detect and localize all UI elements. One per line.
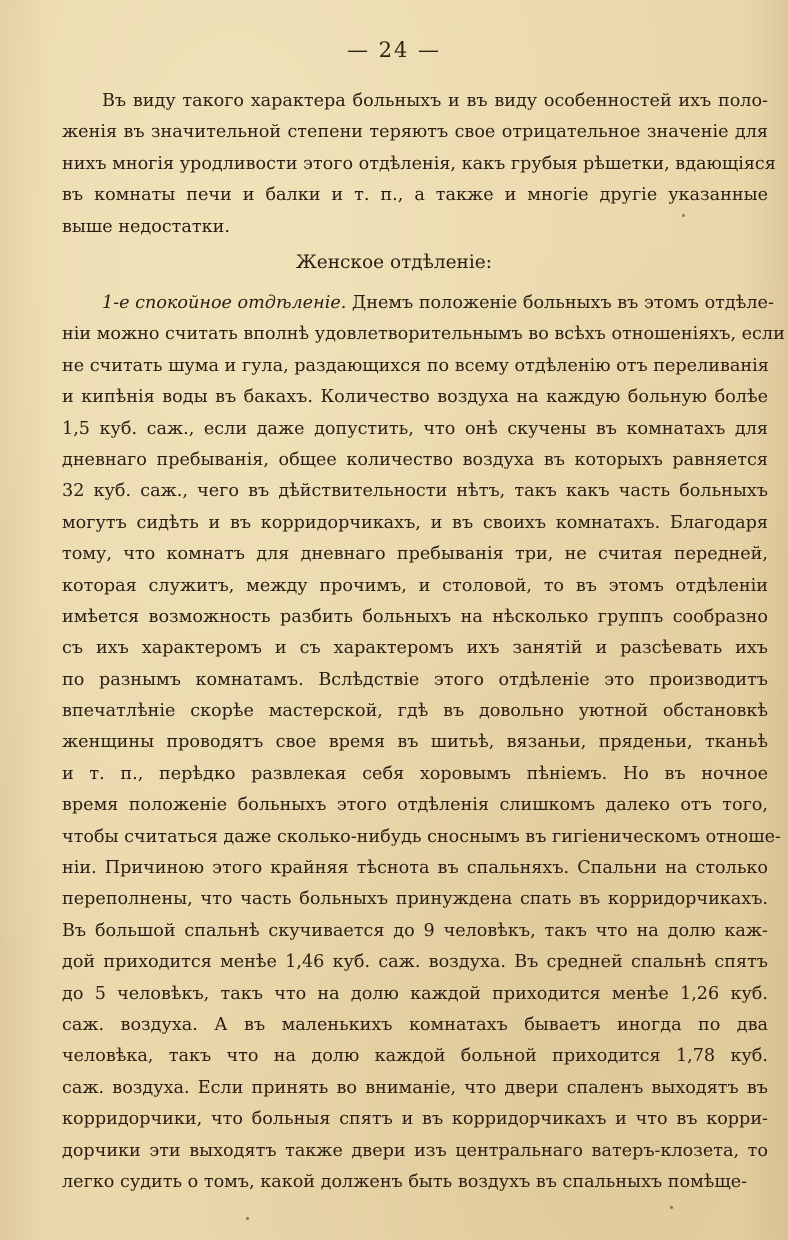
- paragraph-line: саж. воздуха. А въ маленькихъ комнатахъ бываетъ иногда по два: [62, 1014, 768, 1035]
- paragraph-line: корридорчики, что больныя спятъ и въ корридорчикахъ и что въ корри-: [62, 1109, 768, 1130]
- paragraph-line: съ ихъ характеромъ и съ характеромъ ихъ занятій и разсѣевать ихъ: [62, 638, 768, 659]
- paragraph-line: которая служитъ, между прочимъ, и столовой, то въ этомъ отдѣленіи: [62, 575, 768, 596]
- paragraph-line: и кипѣнія воды въ бакахъ. Количество воздуха на каждую больную болѣе: [62, 387, 768, 408]
- paragraph-line: имѣется возможность разбить больныхъ на нѣсколько группъ сообразно: [62, 606, 768, 627]
- paragraph-line: дорчики эти выходятъ также двери изъ центральнаго ватеръ-клозета, то: [62, 1140, 768, 1161]
- paragraph-line: дой приходится менѣе 1,46 куб. саж. воздуха. Въ средней спальнѣ спятъ: [62, 952, 768, 973]
- paragraph-line: ніи. Причиною этого крайняя тѣснота въ спальняхъ. Спальни на столько: [62, 858, 768, 879]
- paragraph-line: женщины проводятъ свое время въ шитьѣ, вязаньи, пряденьи, тканьѣ: [62, 732, 768, 753]
- paragraph-line: чтобы считаться даже сколько-нибудь сноснымъ въ гигіеническомъ отноше-: [62, 826, 781, 847]
- paragraph-line: по разнымъ комнатамъ. Вслѣдствіе этого отдѣленіе это производитъ: [62, 669, 768, 690]
- paragraph-line: ніи можно считать вполнѣ удовлетворительнымъ во всѣхъ отношеніяхъ, если: [62, 324, 785, 345]
- paragraph-line: переполнены, что часть больныхъ принуждена спать въ корридорчикахъ.: [62, 889, 768, 910]
- paragraph-line: тому, что комнатъ для дневнаго пребыванія три, не считая передней,: [62, 544, 768, 565]
- paragraph-line: не считать шума и гула, раздающихся по всему отдѣленію отъ переливанія: [62, 355, 769, 376]
- paper-speck: [246, 1217, 249, 1220]
- paper-speck: [682, 214, 685, 217]
- paragraph-line: саж. воздуха. Если принять во вниманіе, что двери спаленъ выходятъ въ: [62, 1077, 768, 1098]
- paragraph-line: 32 куб. саж., чего въ дѣйствительности нѣтъ, такъ какъ часть больныхъ: [62, 481, 768, 502]
- paragraph-line: нихъ многія уродливости этого отдѣленія, какъ грубыя рѣшетки, вдающіяся: [62, 153, 776, 174]
- paragraph-line: въ комнаты печи и балки и т. п., а также и многіе другіе указанные: [62, 185, 768, 206]
- paragraph-line: 1,5 куб. саж., если даже допустить, что онѣ скучены въ комнатахъ для: [62, 418, 768, 439]
- paragraph-line: выше недостатки.: [62, 216, 230, 237]
- page-number: — 24 —: [346, 38, 442, 62]
- paragraph-line-text: Днемъ положеніе больныхъ въ этомъ отдѣле-: [346, 293, 774, 313]
- section-heading: Женское отдѣленіе:: [295, 252, 492, 273]
- paragraph-intro: [62, 86, 776, 243]
- paragraph-line: впечатлѣніе скорѣе мастерской, гдѣ въ довольно уютной обстановкѣ: [62, 701, 768, 722]
- paper-speck: [670, 1206, 673, 1209]
- paragraph-line: время положеніе больныхъ этого отдѣленія слишкомъ далеко отъ того,: [62, 795, 768, 816]
- paragraph-line: Въ виду такого характера больныхъ и въ виду особенностей ихъ поло-: [102, 91, 768, 111]
- paragraph-line: дневнаго пребыванія, общее количество воздуха въ которыхъ равняется: [62, 449, 768, 470]
- paragraph-line: человѣка, такъ что на долю каждой больной приходится 1,78 куб.: [62, 1046, 768, 1067]
- paragraph-line: до 5 человѣкъ, такъ что на долю каждой приходится менѣе 1,26 куб.: [62, 983, 768, 1004]
- paragraph-line: Въ большой спальнѣ скучивается до 9 человѣкъ, такъ что на долю каж-: [62, 920, 768, 941]
- paragraph-line: и т. п., перѣдко развлекая себя хоровымъ пѣніемъ. Но въ ночное: [62, 763, 768, 784]
- paragraph-first-line: [62, 288, 774, 319]
- paragraph-line: женія въ значительной степени теряютъ свое отрицательное значеніе для: [62, 122, 768, 143]
- subsection-title: 1-е спокойное отдѣленіе.: [102, 293, 347, 313]
- paragraph-line: легко судить о томъ, какой долженъ быть воздухъ въ спальныхъ помѣще-: [62, 1171, 748, 1192]
- paragraph-womens-ward: [62, 288, 785, 1198]
- paragraph-line: могутъ сидѣть и въ корридорчикахъ, и въ своихъ комнатахъ. Благодаря: [62, 512, 768, 533]
